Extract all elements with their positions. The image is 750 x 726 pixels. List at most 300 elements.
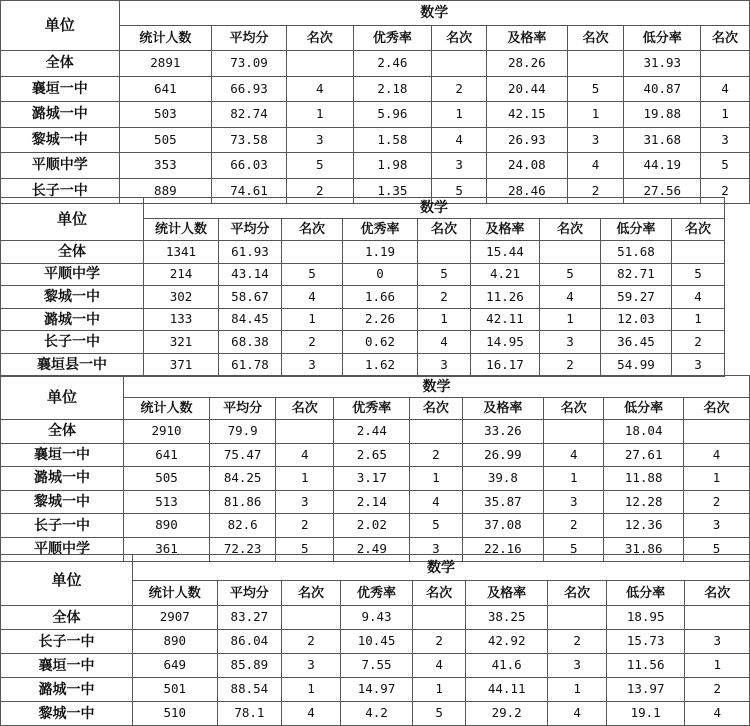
- row-label: 长子一中: [1, 630, 133, 654]
- table-cell: 2.46: [353, 51, 432, 77]
- table-cell: 44.19: [624, 153, 701, 179]
- table-cell: 302: [144, 286, 219, 309]
- table-cell: 4: [410, 490, 462, 514]
- table-cell: 83.27: [217, 606, 282, 630]
- table-cell: 2907: [132, 606, 217, 630]
- table-cell: 4: [567, 153, 624, 179]
- table-cell: 2: [432, 76, 487, 102]
- table-cell: 1.62: [343, 353, 418, 376]
- unit-header: 单位: [1, 555, 133, 606]
- table-cell: 61.93: [219, 241, 282, 264]
- table-cell: 505: [124, 467, 210, 491]
- table-cell: 4: [540, 286, 601, 309]
- column-header: 名次: [286, 26, 353, 51]
- row-label: 黎城一中: [1, 127, 120, 153]
- table-cell: 1: [672, 308, 725, 331]
- table-cell: 5: [540, 263, 601, 286]
- table-cell: 3: [685, 630, 750, 654]
- table-cell: 12.36: [604, 514, 684, 538]
- subject-header: 数学: [119, 1, 750, 26]
- table-cell: 1: [432, 102, 487, 128]
- column-header: 名次: [282, 581, 341, 606]
- table-cell: 33.26: [462, 420, 544, 444]
- table-row: [1, 153, 750, 179]
- table-cell: 38.25: [465, 606, 547, 630]
- table-cell: 82.74: [212, 102, 287, 128]
- score-grid: [0, 554, 750, 726]
- table-cell: [567, 51, 624, 77]
- table-cell: 26.99: [462, 443, 544, 467]
- table-cell: 18.95: [606, 606, 684, 630]
- table-row: [1, 514, 750, 538]
- table-cell: 66.03: [212, 153, 287, 179]
- table-row: [1, 308, 725, 331]
- column-header: 优秀率: [334, 398, 410, 420]
- column-header: 名次: [567, 26, 624, 51]
- table-cell: 36.45: [601, 331, 672, 354]
- table-cell: [418, 241, 471, 264]
- table-cell: 3: [540, 331, 601, 354]
- table-cell: 44.11: [465, 678, 547, 702]
- table-cell: 58.67: [219, 286, 282, 309]
- header-row: [1, 1, 750, 26]
- table-cell: 5: [672, 263, 725, 286]
- table-row: [1, 467, 750, 491]
- table-cell: [684, 420, 750, 444]
- row-label: 黎城一中: [1, 702, 133, 726]
- column-header: 名次: [672, 219, 725, 241]
- table-cell: 3: [548, 654, 607, 678]
- table-cell: 4: [432, 127, 487, 153]
- table-cell: 4: [282, 702, 341, 726]
- table-cell: 4: [672, 286, 725, 309]
- table-cell: 641: [119, 76, 212, 102]
- table-cell: 1: [276, 467, 334, 491]
- table-row: [1, 702, 750, 726]
- unit-header: 单位: [1, 1, 120, 51]
- table-row: [1, 102, 750, 128]
- table-cell: 84.25: [210, 467, 276, 491]
- table-cell: 361: [124, 537, 210, 561]
- table-cell: 73.58: [212, 127, 287, 153]
- table-cell: 22.16: [462, 537, 544, 561]
- table-cell: 5: [413, 702, 466, 726]
- table-cell: 3: [282, 353, 343, 376]
- table-cell: 66.93: [212, 76, 287, 102]
- table-cell: 1341: [144, 241, 219, 264]
- table-cell: 2: [282, 630, 341, 654]
- score-table-2: [0, 197, 750, 377]
- column-header: 低分率: [601, 219, 672, 241]
- table-cell: 41.6: [465, 654, 547, 678]
- table-cell: 2: [410, 443, 462, 467]
- table-cell: 1: [548, 678, 607, 702]
- table-cell: [701, 51, 750, 77]
- table-cell: 40.87: [624, 76, 701, 102]
- column-header: 平均分: [217, 581, 282, 606]
- table-cell: 5: [276, 537, 334, 561]
- column-header: 统计人数: [124, 398, 210, 420]
- table-row: [1, 630, 750, 654]
- table-cell: 82.71: [601, 263, 672, 286]
- score-table-1: [0, 0, 750, 204]
- column-header: 名次: [410, 398, 462, 420]
- table-cell: 3: [410, 537, 462, 561]
- table-cell: 27.56: [624, 178, 701, 204]
- column-header: 平均分: [210, 398, 276, 420]
- column-header: 低分率: [606, 581, 684, 606]
- table-cell: 14.97: [340, 678, 413, 702]
- table-cell: 1: [418, 308, 471, 331]
- unit-header: 单位: [1, 198, 144, 241]
- table-row: [1, 654, 750, 678]
- table-cell: 31.86: [604, 537, 684, 561]
- table-cell: 3: [672, 353, 725, 376]
- table-cell: 16.17: [471, 353, 540, 376]
- table-cell: 59.27: [601, 286, 672, 309]
- row-label: 长子一中: [1, 514, 124, 538]
- column-header: 名次: [684, 398, 750, 420]
- table-cell: 75.47: [210, 443, 276, 467]
- column-header: 及格率: [462, 398, 544, 420]
- table-cell: 2891: [119, 51, 212, 77]
- table-cell: 4: [286, 76, 353, 102]
- table-cell: 5: [701, 153, 750, 179]
- row-label: 平顺中学: [1, 263, 144, 286]
- table-cell: 2: [567, 178, 624, 204]
- table-cell: 4: [544, 443, 604, 467]
- table-cell: 214: [144, 263, 219, 286]
- table-cell: 43.14: [219, 263, 282, 286]
- table-cell: 51.68: [601, 241, 672, 264]
- table-cell: 890: [132, 630, 217, 654]
- table-cell: 31.68: [624, 127, 701, 153]
- table-cell: 2.18: [353, 76, 432, 102]
- column-header: 统计人数: [144, 219, 219, 241]
- row-label: 潞城一中: [1, 467, 124, 491]
- table-cell: 1: [701, 102, 750, 128]
- table-cell: 86.04: [217, 630, 282, 654]
- table-cell: 0.62: [343, 331, 418, 354]
- table-cell: 3: [567, 127, 624, 153]
- subject-header: 数学: [124, 376, 750, 398]
- table-cell: [685, 606, 750, 630]
- table-cell: 1.66: [343, 286, 418, 309]
- table-cell: 42.11: [471, 308, 540, 331]
- table-cell: 28.26: [487, 51, 568, 77]
- table-cell: 1: [540, 308, 601, 331]
- column-header: 名次: [282, 219, 343, 241]
- subject-header: 数学: [144, 198, 725, 219]
- row-label: 全体: [1, 420, 124, 444]
- table-cell: 5: [418, 263, 471, 286]
- table-cell: 14.95: [471, 331, 540, 354]
- table-cell: 42.15: [487, 102, 568, 128]
- table-cell: 2.65: [334, 443, 410, 467]
- table-row: [1, 606, 750, 630]
- table-cell: 649: [132, 654, 217, 678]
- table-cell: 3.17: [334, 467, 410, 491]
- table-cell: 513: [124, 490, 210, 514]
- table-cell: 35.87: [462, 490, 544, 514]
- table-cell: 39.8: [462, 467, 544, 491]
- table-cell: [282, 241, 343, 264]
- table-cell: 1: [286, 102, 353, 128]
- table-cell: [410, 420, 462, 444]
- table-cell: 4: [685, 702, 750, 726]
- score-table-3: [0, 375, 750, 562]
- table-cell: 2910: [124, 420, 210, 444]
- table-cell: 1.98: [353, 153, 432, 179]
- row-label: 潞城一中: [1, 308, 144, 331]
- table-cell: 5: [684, 537, 750, 561]
- column-header: 优秀率: [343, 219, 418, 241]
- table-cell: [276, 420, 334, 444]
- table-cell: 2: [286, 178, 353, 204]
- table-cell: 29.2: [465, 702, 547, 726]
- table-cell: 501: [132, 678, 217, 702]
- table-cell: 18.04: [604, 420, 684, 444]
- table-cell: [432, 51, 487, 77]
- table-cell: 1: [410, 467, 462, 491]
- table-cell: 133: [144, 308, 219, 331]
- table-cell: 1: [684, 467, 750, 491]
- table-cell: 505: [119, 127, 212, 153]
- row-label: 全体: [1, 51, 120, 77]
- row-label: 黎城一中: [1, 286, 144, 309]
- table-cell: 353: [119, 153, 212, 179]
- column-header: 名次: [413, 581, 466, 606]
- row-label: 长子一中: [1, 178, 120, 204]
- table-cell: 503: [119, 102, 212, 128]
- column-header: 名次: [540, 219, 601, 241]
- row-label: 潞城一中: [1, 102, 120, 128]
- table-cell: 20.44: [487, 76, 568, 102]
- table-row: [1, 241, 725, 264]
- table-cell: 24.08: [487, 153, 568, 179]
- table-cell: 74.61: [212, 178, 287, 204]
- table-cell: 3: [684, 514, 750, 538]
- row-label: 平顺中学: [1, 153, 120, 179]
- table-cell: 1.19: [343, 241, 418, 264]
- table-cell: 12.28: [604, 490, 684, 514]
- table-cell: 68.38: [219, 331, 282, 354]
- column-header: 名次: [276, 398, 334, 420]
- table-cell: 85.89: [217, 654, 282, 678]
- table-cell: 4: [701, 76, 750, 102]
- column-header: 低分率: [604, 398, 684, 420]
- table-cell: 2: [548, 630, 607, 654]
- table-row: [1, 490, 750, 514]
- table-cell: 73.09: [212, 51, 287, 77]
- row-label: 襄垣一中: [1, 654, 133, 678]
- table-row: [1, 353, 725, 376]
- row-label: 襄垣一中: [1, 76, 120, 102]
- table-cell: 890: [124, 514, 210, 538]
- table-cell: 19.88: [624, 102, 701, 128]
- table-cell: 3: [276, 490, 334, 514]
- table-cell: 11.88: [604, 467, 684, 491]
- table-cell: 2: [544, 514, 604, 538]
- table-cell: 15.73: [606, 630, 684, 654]
- table-cell: 510: [132, 702, 217, 726]
- table-row: [1, 331, 725, 354]
- table-cell: 84.45: [219, 308, 282, 331]
- table-cell: 5: [410, 514, 462, 538]
- column-header: 优秀率: [340, 581, 413, 606]
- table-cell: 4: [276, 443, 334, 467]
- table-cell: 28.46: [487, 178, 568, 204]
- column-header: 名次: [432, 26, 487, 51]
- table-cell: 3: [418, 353, 471, 376]
- table-cell: [286, 51, 353, 77]
- table-cell: 2.49: [334, 537, 410, 561]
- table-cell: 1: [567, 102, 624, 128]
- table-cell: 4: [413, 654, 466, 678]
- column-header: 及格率: [487, 26, 568, 51]
- unit-header: 单位: [1, 376, 124, 420]
- table-cell: 9.43: [340, 606, 413, 630]
- table-cell: 321: [144, 331, 219, 354]
- table-cell: 5: [432, 178, 487, 204]
- table-cell: 3: [701, 127, 750, 153]
- table-cell: 15.44: [471, 241, 540, 264]
- table-cell: 27.61: [604, 443, 684, 467]
- table-cell: 13.97: [606, 678, 684, 702]
- score-grid: [0, 197, 725, 377]
- table-cell: [282, 606, 341, 630]
- table-cell: 2: [685, 678, 750, 702]
- table-cell: 37.08: [462, 514, 544, 538]
- table-cell: 2: [418, 286, 471, 309]
- table-cell: [544, 420, 604, 444]
- row-label: 全体: [1, 606, 133, 630]
- table-cell: 78.1: [217, 702, 282, 726]
- table-cell: 4.2: [340, 702, 413, 726]
- table-cell: 1: [544, 467, 604, 491]
- table-cell: 2.44: [334, 420, 410, 444]
- table-cell: 2.02: [334, 514, 410, 538]
- table-cell: 3: [432, 153, 487, 179]
- table-cell: 2.26: [343, 308, 418, 331]
- table-cell: 2: [672, 331, 725, 354]
- table-cell: 2: [276, 514, 334, 538]
- table-cell: 1: [282, 308, 343, 331]
- table-cell: 5: [544, 537, 604, 561]
- table-row: [1, 263, 725, 286]
- row-label: 黎城一中: [1, 490, 124, 514]
- table-cell: 82.6: [210, 514, 276, 538]
- table-cell: 3: [544, 490, 604, 514]
- table-cell: 1.35: [353, 178, 432, 204]
- row-label: 全体: [1, 241, 144, 264]
- column-header: 名次: [685, 581, 750, 606]
- table-cell: 11.26: [471, 286, 540, 309]
- header-row: [1, 376, 750, 398]
- table-cell: 1.58: [353, 127, 432, 153]
- score-grid: [0, 0, 750, 204]
- table-cell: 31.93: [624, 51, 701, 77]
- table-cell: 0: [343, 263, 418, 286]
- column-header: 及格率: [471, 219, 540, 241]
- table-cell: 26.93: [487, 127, 568, 153]
- column-header: 优秀率: [353, 26, 432, 51]
- table-row: [1, 678, 750, 702]
- table-row: [1, 76, 750, 102]
- table-cell: 1: [413, 678, 466, 702]
- row-label: 襄垣一中: [1, 443, 124, 467]
- table-cell: 1: [685, 654, 750, 678]
- column-header: 平均分: [219, 219, 282, 241]
- table-row: [1, 420, 750, 444]
- table-cell: 2: [282, 331, 343, 354]
- table-cell: [548, 606, 607, 630]
- table-cell: 42.92: [465, 630, 547, 654]
- table-cell: 4: [418, 331, 471, 354]
- table-cell: 2.14: [334, 490, 410, 514]
- column-header: 及格率: [465, 581, 547, 606]
- table-cell: [540, 241, 601, 264]
- table-cell: 54.99: [601, 353, 672, 376]
- table-cell: 2: [684, 490, 750, 514]
- table-cell: 4: [282, 286, 343, 309]
- table-cell: 81.86: [210, 490, 276, 514]
- table-cell: 72.23: [210, 537, 276, 561]
- table-cell: 889: [119, 178, 212, 204]
- table-cell: 2: [701, 178, 750, 204]
- table-row: [1, 443, 750, 467]
- row-label: 襄垣县一中: [1, 353, 144, 376]
- subject-header: 数学: [132, 555, 749, 581]
- column-header: 平均分: [212, 26, 287, 51]
- table-cell: 4: [548, 702, 607, 726]
- table-cell: 2: [540, 353, 601, 376]
- table-cell: 10.45: [340, 630, 413, 654]
- table-cell: 61.78: [219, 353, 282, 376]
- table-cell: 1: [282, 678, 341, 702]
- table-cell: [672, 241, 725, 264]
- table-row: [1, 127, 750, 153]
- table-cell: 5: [567, 76, 624, 102]
- table-cell: 11.56: [606, 654, 684, 678]
- table-cell: 19.1: [606, 702, 684, 726]
- column-header: 名次: [544, 398, 604, 420]
- score-grid: [0, 375, 750, 562]
- column-header: 统计人数: [119, 26, 212, 51]
- column-header: 名次: [701, 26, 750, 51]
- table-cell: [413, 606, 466, 630]
- table-cell: 12.03: [601, 308, 672, 331]
- table-cell: 4: [684, 443, 750, 467]
- table-cell: 79.9: [210, 420, 276, 444]
- table-cell: 371: [144, 353, 219, 376]
- table-cell: 7.55: [340, 654, 413, 678]
- table-cell: 5: [286, 153, 353, 179]
- column-header: 低分率: [624, 26, 701, 51]
- header-row: [1, 198, 725, 219]
- header-row: [1, 555, 750, 581]
- table-cell: 3: [286, 127, 353, 153]
- column-header: 统计人数: [132, 581, 217, 606]
- table-cell: 5.96: [353, 102, 432, 128]
- table-cell: 2: [413, 630, 466, 654]
- table-cell: 641: [124, 443, 210, 467]
- row-label: 平顺中学: [1, 537, 124, 561]
- column-header: 名次: [418, 219, 471, 241]
- table-row: [1, 51, 750, 77]
- column-header: 名次: [548, 581, 607, 606]
- score-table-4: [0, 554, 750, 726]
